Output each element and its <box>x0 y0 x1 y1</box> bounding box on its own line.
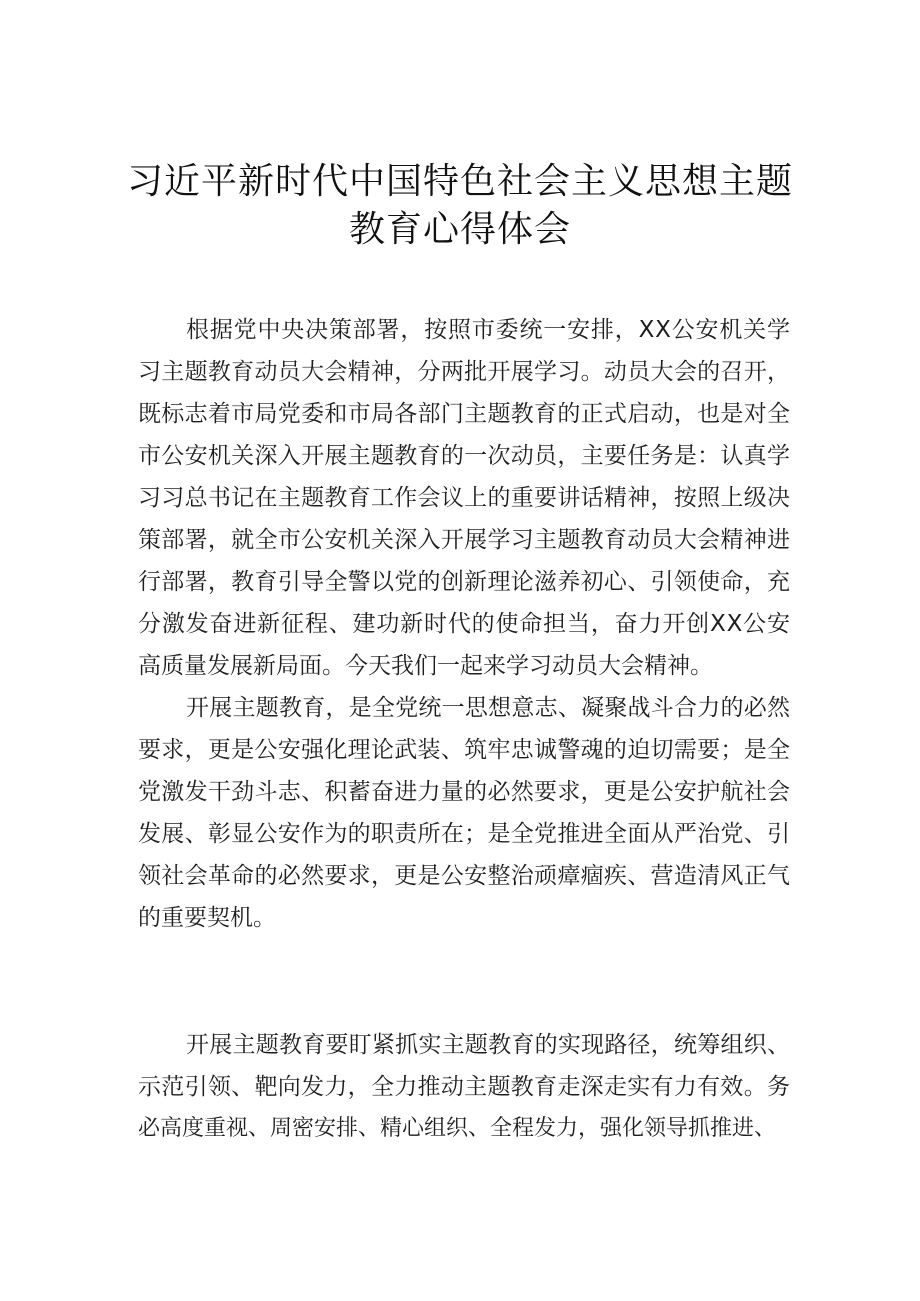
text-line: 市公安机关深入开展主题教育的一次动员，主要任务是：认真学 <box>138 443 791 469</box>
paragraph-2-line <box>0 690 920 726</box>
text-line: 分激发奋进新征程、建功新时代的使命担当，奋力开创XX公安 <box>138 611 791 637</box>
document-title-line-2: 教育心得体会 <box>348 209 571 250</box>
paragraph-1-line <box>0 438 920 474</box>
paragraph-2-line <box>0 816 920 852</box>
text-line: 开展主题教育要盯紧抓实主题教育的实现路径，统筹组织、 <box>186 1032 791 1058</box>
text-line: 既标志着市局党委和市局各部门主题教育的正式启动，也是对全 <box>138 401 791 427</box>
text-line: 行部署，教育引导全警以党的创新理论滋养初心、引领使命，充 <box>138 569 791 595</box>
paragraph-1-line <box>0 606 920 642</box>
text-line: 开展主题教育，是全党统一思想意志、凝聚战斗合力的必然 <box>186 695 791 721</box>
text-line: 的重要契机。 <box>138 905 276 931</box>
paragraph-3-line <box>0 1069 920 1105</box>
text-line: 策部署，就全市公安机关深入开展学习主题教育动员大会精神进 <box>138 527 791 553</box>
text-line: 示范引领、靶向发力，全力推动主题教育走深走实有力有效。务 <box>138 1074 791 1100</box>
text-line: 必高度重视、周密安排、精心组织、全程发力，强化领导抓推进、 <box>138 1116 777 1141</box>
text-line: 要求，更是公安强化理论武装、筑牢忠诚警魂的迫切需要；是全 <box>138 737 791 763</box>
text-line: 党激发干劲斗志、积蓄奋进力量的必然要求，更是公安护航社会 <box>138 779 791 805</box>
document-title-line-1: 习近平新时代中国特色社会主义思想主题 <box>126 161 793 202</box>
paragraph-1-line <box>0 564 920 600</box>
text-line: 高质量发展新局面。今天我们一起来学习动员大会精神。 <box>138 653 713 679</box>
paragraph-2-line <box>0 732 920 768</box>
paragraph-2-line <box>0 900 920 936</box>
paragraph-1-line <box>0 480 920 516</box>
paragraph-1-line <box>0 648 920 684</box>
text-line: 习主题教育动员大会精神，分两批开展学习。动员大会的召开， <box>138 359 791 385</box>
paragraph-3-line <box>0 1111 920 1147</box>
text-line: 根据党中央决策部署，按照市委统一安排，XX公安机关学 <box>186 317 791 343</box>
paragraph-2-line <box>0 774 920 810</box>
paragraph-2-line <box>0 858 920 894</box>
paragraph-1-line <box>0 396 920 432</box>
text-line: 发展、彰显公安作为的职责所在；是全党推进全面从严治党、引 <box>138 821 791 847</box>
text-line: 领社会革命的必然要求，更是公安整治顽瘴痼疾、营造清风正气 <box>138 863 791 889</box>
paragraph-1-line <box>0 522 920 558</box>
text-line: 习习总书记在主题教育工作会议上的重要讲话精神，按照上级决 <box>138 485 791 511</box>
paragraph-1-line <box>0 354 920 390</box>
paragraph-1-line <box>0 312 920 348</box>
paragraph-3-line <box>0 1027 920 1063</box>
